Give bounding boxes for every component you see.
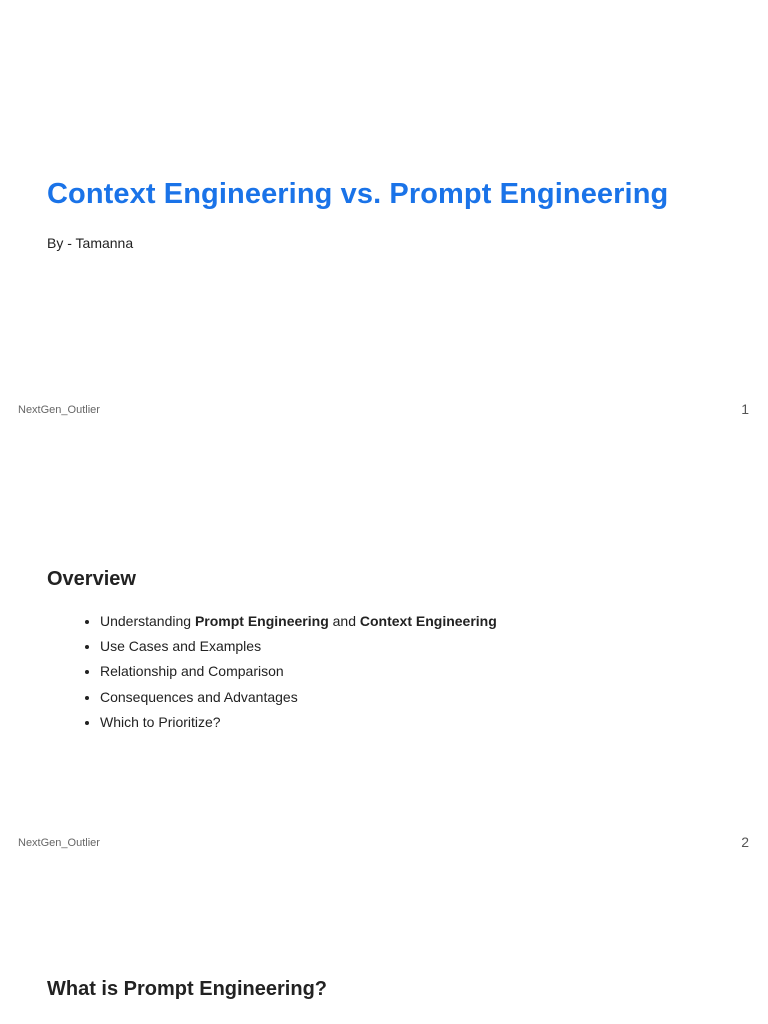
list-item: • Use Cases and Examples bbox=[100, 634, 497, 659]
author-byline: By - Tamanna bbox=[47, 235, 134, 251]
footer-brand: NextGen_Outlier bbox=[18, 404, 100, 416]
bullet-text: and bbox=[328, 613, 360, 629]
slide-1 bbox=[0, 0, 768, 433]
bullet-bold-text: Prompt Engineering bbox=[194, 613, 329, 629]
slide-title: Context Engineering vs. Prompt Engineering bbox=[47, 178, 669, 210]
bullet-text: Understanding bbox=[100, 613, 195, 629]
list-item bbox=[100, 609, 497, 634]
page-number: 2 bbox=[741, 834, 749, 850]
slide-3 bbox=[0, 866, 768, 1024]
footer-brand: NextGen_Outlier bbox=[18, 837, 100, 849]
list-item: • Consequences and Advantages bbox=[100, 685, 497, 710]
list-item: • Which to Prioritize? bbox=[100, 710, 497, 735]
list-item: • Relationship and Comparison bbox=[100, 659, 497, 684]
page-number: 1 bbox=[741, 401, 749, 417]
section-heading: What is Prompt Engineering? bbox=[47, 978, 328, 1000]
overview-list bbox=[83, 609, 497, 735]
section-heading: Overview bbox=[47, 568, 136, 590]
slide-2 bbox=[0, 433, 768, 866]
bullet-bold-text: Context Engineering bbox=[359, 613, 497, 629]
